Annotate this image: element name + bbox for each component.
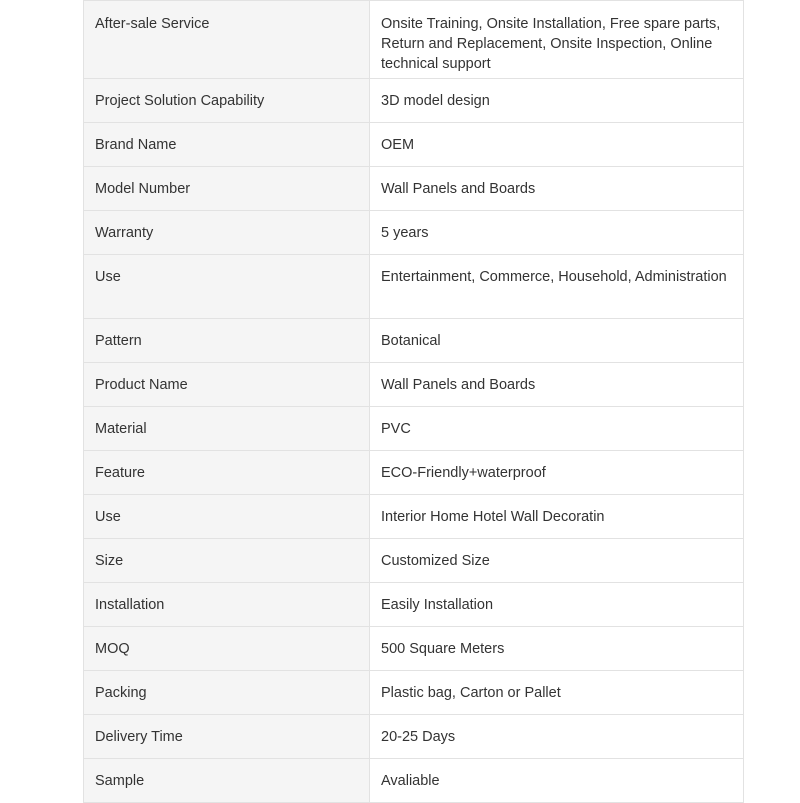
spec-label: Model Number: [84, 167, 370, 211]
spec-value: Onsite Training, Onsite Installation, Free spare parts, Return and Replacement, Onsite Inspection, Online technical support: [370, 1, 744, 79]
spec-row-packing: [84, 671, 744, 715]
spec-label: Material: [84, 407, 370, 451]
spec-value: 3D model design: [370, 79, 744, 123]
spec-row-moq: [84, 627, 744, 671]
spec-row-sample: [84, 759, 744, 803]
spec-label: Packing: [84, 671, 370, 715]
spec-label: Feature: [84, 451, 370, 495]
product-spec-table: [83, 0, 744, 803]
spec-value: Entertainment, Commerce, Household, Administration: [370, 255, 744, 319]
spec-value: Avaliable: [370, 759, 744, 803]
spec-row-after-sale-service: [84, 1, 744, 79]
spec-value: PVC: [370, 407, 744, 451]
spec-row-warranty: [84, 211, 744, 255]
spec-row-pattern: [84, 319, 744, 363]
spec-value: Wall Panels and Boards: [370, 363, 744, 407]
spec-row-feature: [84, 451, 744, 495]
spec-label: Sample: [84, 759, 370, 803]
spec-row-use-2: [84, 495, 744, 539]
spec-label: Brand Name: [84, 123, 370, 167]
spec-row-use: [84, 255, 744, 319]
spec-table-body: [84, 1, 744, 803]
spec-label: After-sale Service: [84, 1, 370, 79]
spec-row-material: [84, 407, 744, 451]
spec-label: Use: [84, 495, 370, 539]
spec-value: Wall Panels and Boards: [370, 167, 744, 211]
spec-label: Warranty: [84, 211, 370, 255]
spec-label: Pattern: [84, 319, 370, 363]
spec-value: 5 years: [370, 211, 744, 255]
spec-value: Botanical: [370, 319, 744, 363]
spec-label: Delivery Time: [84, 715, 370, 759]
spec-row-installation: [84, 583, 744, 627]
spec-row-product-name: [84, 363, 744, 407]
spec-label: MOQ: [84, 627, 370, 671]
spec-value: 500 Square Meters: [370, 627, 744, 671]
spec-value: Customized Size: [370, 539, 744, 583]
spec-value: OEM: [370, 123, 744, 167]
spec-label: Project Solution Capability: [84, 79, 370, 123]
spec-label: Size: [84, 539, 370, 583]
spec-label: Product Name: [84, 363, 370, 407]
spec-value: 20-25 Days: [370, 715, 744, 759]
spec-row-project-solution-capability: [84, 79, 744, 123]
spec-value: Plastic bag, Carton or Pallet: [370, 671, 744, 715]
spec-label: Use: [84, 255, 370, 319]
spec-label: Installation: [84, 583, 370, 627]
spec-row-delivery-time: [84, 715, 744, 759]
spec-row-size: [84, 539, 744, 583]
spec-value: Easily Installation: [370, 583, 744, 627]
spec-row-brand-name: [84, 123, 744, 167]
spec-value: Interior Home Hotel Wall Decoratin: [370, 495, 744, 539]
spec-row-model-number: [84, 167, 744, 211]
spec-value: ECO-Friendly+waterproof: [370, 451, 744, 495]
